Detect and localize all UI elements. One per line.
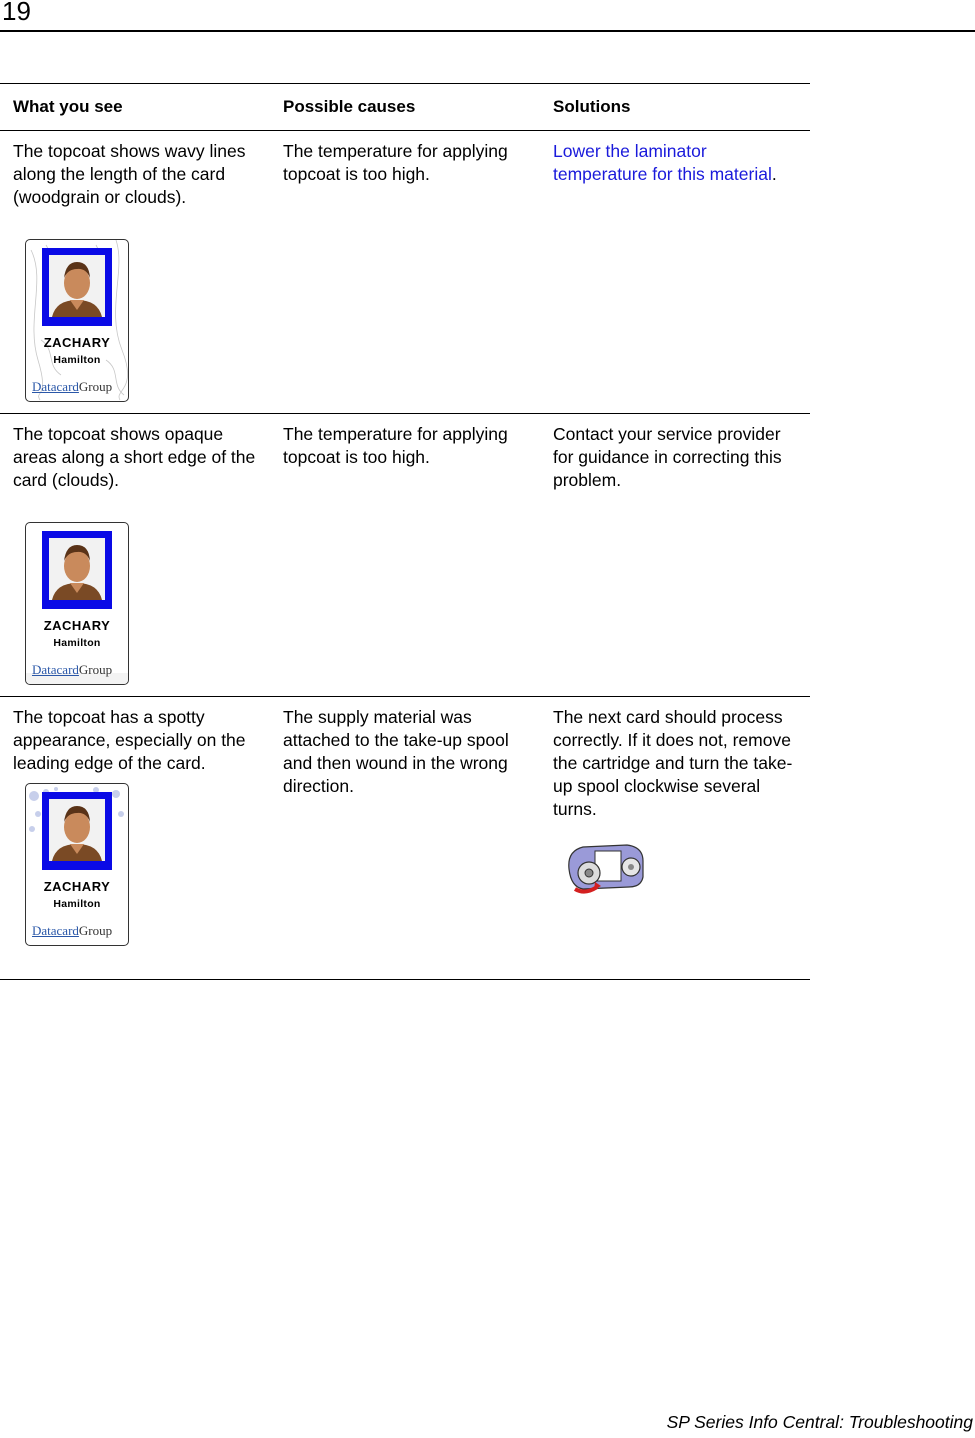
- header-solutions: Solutions: [540, 84, 810, 131]
- solution-period: .: [771, 164, 777, 184]
- card-brand-logo: DatacardGroup: [32, 379, 113, 394]
- solution-cell: [540, 414, 810, 697]
- laminator-temperature-link[interactable]: Lower the laminator temperature for this material: [553, 141, 772, 184]
- cause-text: The supply material was attached to the take-up spool and then wound in the wrong direction.: [283, 707, 509, 796]
- card-name: ZACHARY: [43, 879, 111, 894]
- card-surname: Hamilton: [53, 637, 101, 649]
- id-card-spots-image: [25, 783, 129, 946]
- id-card-woodgrain-image: [25, 239, 129, 402]
- cartridge-spool-icon: [563, 839, 645, 895]
- solution-cell: [540, 697, 810, 980]
- symptom-text: The topcoat shows wavy lines along the length of the card (woodgrain or clouds).: [13, 141, 246, 207]
- cause-text: The temperature for applying topcoat is too high.: [283, 424, 508, 467]
- table-row: [0, 414, 810, 697]
- card-name: ZACHARY: [43, 335, 111, 350]
- cause-cell: [270, 131, 540, 414]
- symptom-cell: [0, 131, 270, 414]
- cause-cell: [270, 697, 540, 980]
- header-what-you-see: What you see: [0, 84, 270, 131]
- card-name: ZACHARY: [43, 618, 111, 633]
- page-number: 19: [2, 0, 31, 26]
- table-header-row: [0, 84, 810, 131]
- card-artwork: [26, 784, 128, 945]
- table-row: [0, 697, 810, 980]
- id-card-clouds-image: [25, 522, 129, 685]
- card-surname: Hamilton: [53, 354, 101, 366]
- card-surname: Hamilton: [53, 898, 101, 910]
- solution-text: Contact your service provider for guidance in correcting this problem.: [553, 424, 782, 490]
- symptom-cell: [0, 697, 270, 980]
- header-possible-causes: Possible causes: [270, 84, 540, 131]
- symptom-text: The topcoat has a spotty appearance, especially on the leading edge of the card.: [13, 707, 246, 773]
- page-footer: SP Series Info Central: Troubleshooting: [666, 1412, 973, 1432]
- solution-cell: [540, 131, 810, 414]
- table-row: [0, 131, 810, 414]
- symptom-text: The topcoat shows opaque areas along a short edge of the card (clouds).: [13, 424, 256, 490]
- troubleshooting-table: [0, 83, 810, 980]
- header-rule: [0, 30, 975, 32]
- solution-text: The next card should process correctly. If it does not, remove the cartridge and turn the take-up spool clockwise several turns.: [553, 707, 793, 819]
- card-brand-logo: DatacardGroup: [32, 662, 113, 677]
- cause-text: The temperature for applying topcoat is too high.: [283, 141, 508, 184]
- card-artwork: [26, 240, 128, 401]
- symptom-cell: [0, 414, 270, 697]
- card-brand-logo: DatacardGroup: [32, 923, 113, 938]
- cause-cell: [270, 414, 540, 697]
- card-artwork: [26, 523, 128, 684]
